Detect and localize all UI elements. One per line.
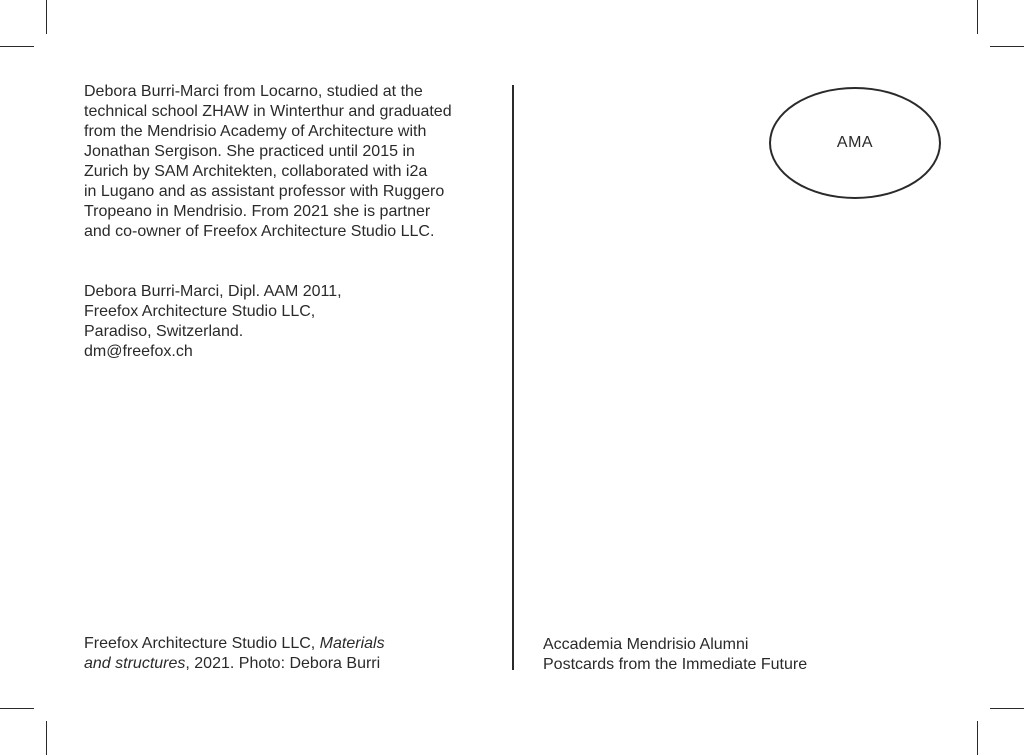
contact-address <box>84 282 484 362</box>
photo-caption <box>84 634 504 674</box>
biography-line: Debora Burri-Marci from Locarno, studied at the <box>84 83 423 100</box>
stamp-oval <box>769 87 941 199</box>
publisher-info <box>543 635 963 675</box>
crop-mark-bottom-right-vertical <box>977 721 978 755</box>
series-title: Postcards from the Immediate Future <box>543 656 808 673</box>
biography-line: technical school ZHAW in Winterthur and graduated <box>84 103 452 120</box>
caption-title-part2: and structures <box>84 655 186 672</box>
caption-title-part1: Materials <box>319 635 385 652</box>
biography-text <box>84 82 489 242</box>
crop-mark-bottom-right-horizontal <box>990 708 1024 709</box>
caption-suffix: , 2021. Photo: Debora Burri <box>185 655 381 672</box>
biography-line: Tropeano in Mendrisio. From 2021 she is partner <box>84 203 431 220</box>
caption-line-1 <box>84 634 504 654</box>
address-line-name: Debora Burri-Marci, Dipl. AAM 2011, <box>84 283 342 300</box>
crop-mark-bottom-left-horizontal <box>0 708 34 709</box>
crop-mark-top-left-vertical <box>46 0 47 34</box>
biography-line: from the Mendrisio Academy of Architecture with <box>84 123 427 140</box>
postcard-divider <box>512 85 514 670</box>
email-address: dm@freefox.ch <box>84 343 193 360</box>
crop-mark-top-right-horizontal <box>990 46 1024 47</box>
caption-line-2 <box>84 654 504 674</box>
crop-mark-top-left-horizontal <box>0 46 34 47</box>
stamp-label: AMA <box>836 134 874 151</box>
biography-line: in Lugano and as assistant professor with Ruggero <box>84 183 445 200</box>
address-line-studio: Freefox Architecture Studio LLC, <box>84 303 316 320</box>
address-line-location: Paradiso, Switzerland. <box>84 323 244 340</box>
biography-line: and co-owner of Freefox Architecture Studio LLC. <box>84 223 435 240</box>
crop-mark-top-right-vertical <box>977 0 978 34</box>
crop-mark-bottom-left-vertical <box>46 721 47 755</box>
biography-line: Zurich by SAM Architekten, collaborated with i2a <box>84 163 428 180</box>
caption-studio: Freefox Architecture Studio LLC, <box>84 635 320 652</box>
publisher-name: Accademia Mendrisio Alumni <box>543 636 749 653</box>
biography-line: Jonathan Sergison. She practiced until 2015 in <box>84 143 415 160</box>
